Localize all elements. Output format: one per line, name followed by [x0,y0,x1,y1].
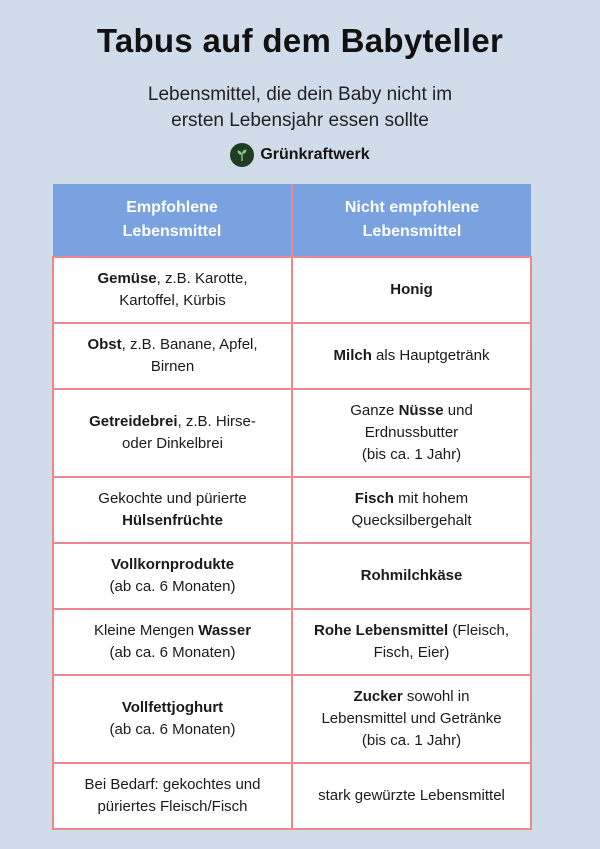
header-recommended [53,184,292,257]
cell-text: Birnen [150,358,195,375]
cell-text: Lebensmittel und Getränke [321,710,502,727]
cell-text: Kleine Mengen [93,622,199,639]
subtitle-line-2: ersten Lebensjahr essen sollte [171,110,429,131]
cell-bold-text: Rohmilchkäse [360,567,463,584]
cell-line [303,510,520,532]
cell-recommended [53,675,292,763]
cell-recommended [53,763,292,829]
sprout-icon [230,143,254,167]
cell-text: , z.B. Karotte, [156,270,248,287]
cell-text: als Hauptgetränk [371,347,490,364]
page-title: Tabus auf dem Babyteller [96,22,504,59]
food-table [52,184,532,830]
cell-text: , z.B. Banane, Apfel, [121,336,258,353]
cell-text: Ganze [350,402,399,419]
header-not-recommended-line-1: Nicht empfohlene [344,199,480,216]
cell-line [303,708,520,730]
cell-line [303,400,520,422]
cell-not-recommended [292,257,531,323]
cell-line [64,719,281,741]
table-header-row [53,184,531,257]
cell-text: , z.B. Hirse- [177,413,256,430]
cell-text: Kartoffel, Kürbis [119,292,226,309]
cell-line [303,422,520,444]
cell-recommended [53,323,292,389]
cell-recommended [53,543,292,609]
table-row [53,323,531,389]
cell-recommended [53,609,292,675]
cell-text: und [443,402,473,419]
cell-line [303,444,520,466]
cell-line [64,697,281,719]
cell-text: Fisch, Eier) [373,644,450,661]
table-body [53,257,531,829]
table-row [53,477,531,543]
cell-line [303,565,520,587]
cell-line [303,730,520,752]
cell-bold-text: Vollkornprodukte [110,556,235,573]
cell-line [64,356,281,378]
cell-line [303,686,520,708]
table-row [53,609,531,675]
cell-bold-text: Milch [333,347,372,364]
cell-line [303,279,520,301]
table-row [53,257,531,323]
cell-line [303,785,520,807]
cell-text: sowohl in [402,688,470,705]
brand-name: Grünkraftwerk [260,146,370,163]
brand [0,143,600,167]
subtitle [80,82,520,134]
cell-line [64,642,281,664]
cell-line [64,268,281,290]
cell-line [303,345,520,367]
cell-recommended [53,389,292,477]
table-row [53,763,531,829]
cell-bold-text: Gemüse [97,270,157,287]
header-not-recommended-line-2: Lebensmittel [362,223,462,240]
table-row [53,543,531,609]
cell-text: (bis ca. 1 Jahr) [361,732,462,749]
cell-not-recommended [292,609,531,675]
cell-text: (ab ca. 6 Monaten) [109,644,236,661]
cell-recommended [53,477,292,543]
cell-line [64,433,281,455]
cell-line [64,290,281,312]
cell-bold-text: Nüsse [398,402,444,419]
table-row [53,389,531,477]
cell-not-recommended [292,389,531,477]
cell-line [64,411,281,433]
cell-line [64,774,281,796]
cell-bold-text: Honig [390,281,433,298]
cell-line [64,554,281,576]
cell-bold-text: Vollfettjoghurt [121,699,224,716]
cell-text: (Fleisch, [448,622,510,639]
cell-text: püriertes Fleisch/Fisch [97,798,248,815]
cell-recommended [53,257,292,323]
cell-text: Quecksilbergehalt [351,512,472,529]
cell-line [64,488,281,510]
cell-text: stark gewürzte Lebensmittel [318,787,505,804]
cell-text: (ab ca. 6 Monaten) [109,721,236,738]
cell-not-recommended [292,763,531,829]
table-row [53,675,531,763]
cell-bold-text: Rohe Lebensmittel [313,622,449,639]
cell-not-recommended [292,675,531,763]
cell-line [64,576,281,598]
cell-text: (bis ca. 1 Jahr) [361,446,462,463]
cell-bold-text: Wasser [198,622,252,639]
cell-line [64,620,281,642]
cell-bold-text: Zucker [353,688,403,705]
subtitle-line-1: Lebensmittel, die dein Baby nicht im [147,84,453,105]
cell-bold-text: Getreidebrei [89,413,178,430]
cell-line [64,334,281,356]
cell-text: mit hohem [393,490,469,507]
cell-line [303,642,520,664]
cell-line [303,620,520,642]
cell-bold-text: Hülsenfrüchte [122,512,223,529]
cell-not-recommended [292,543,531,609]
cell-not-recommended [292,323,531,389]
cell-text: Erdnussbutter [364,424,459,441]
cell-line [303,488,520,510]
cell-bold-text: Obst [87,336,122,353]
header-recommended-line-1: Empfohlene [126,199,218,216]
cell-line [64,796,281,818]
cell-text: (ab ca. 6 Monaten) [109,578,236,595]
cell-text: Gekochte und pürierte [98,490,247,507]
cell-text: Bei Bedarf: gekochtes und [84,776,261,793]
header-not-recommended [292,184,531,257]
cell-text: oder Dinkelbrei [122,435,223,452]
cell-not-recommended [292,477,531,543]
header-recommended-line-2: Lebensmittel [122,223,222,240]
cell-line [64,510,281,532]
cell-bold-text: Fisch [354,490,394,507]
